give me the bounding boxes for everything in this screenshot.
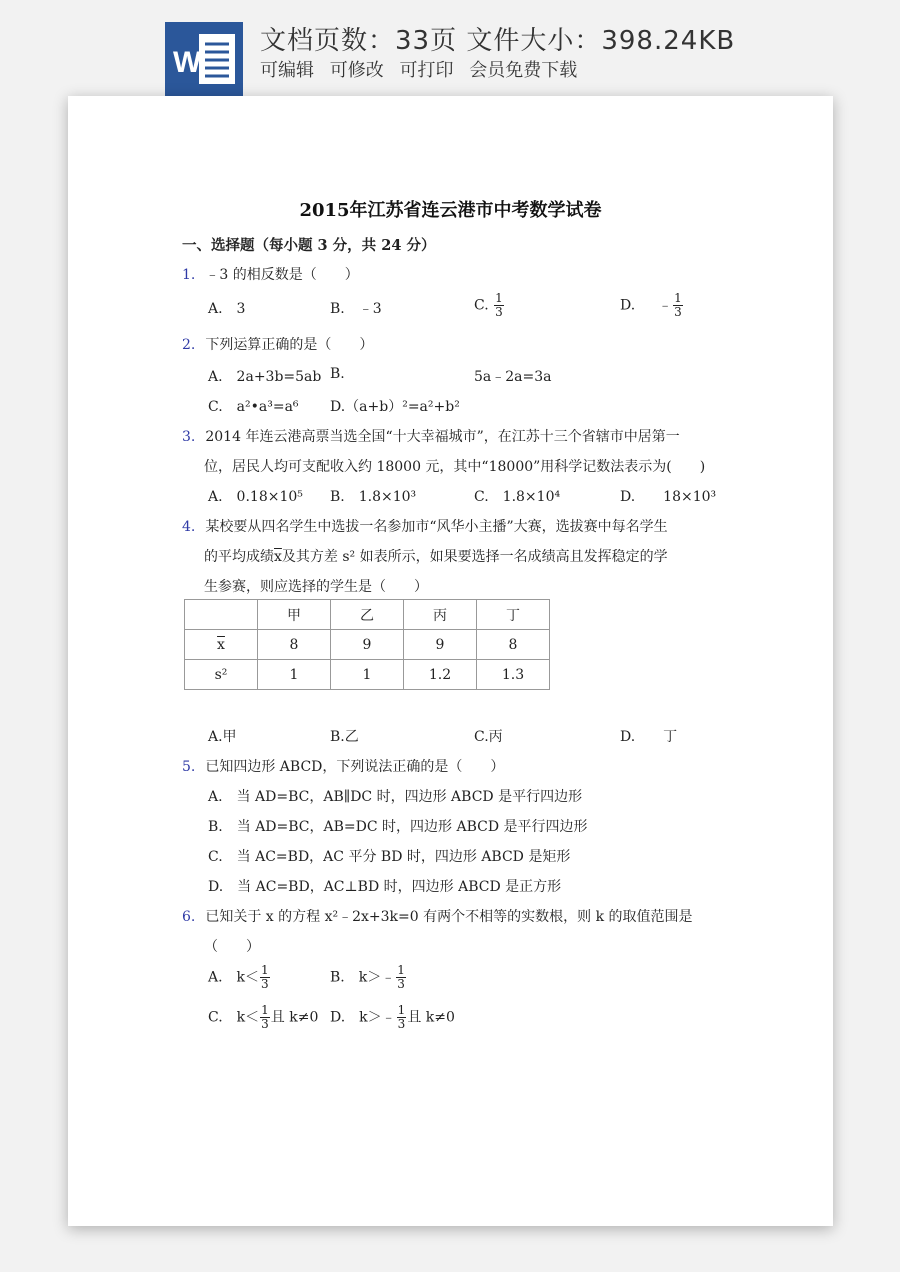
table-header-row: [185, 600, 550, 630]
fraction: $\frac{1}{3}$: [674, 291, 682, 319]
banner-features: [260, 56, 587, 82]
download-banner: [0, 0, 900, 100]
q3-option-a: A. 0.18×10⁵: [208, 489, 303, 505]
q3-option-c: C. 1.8×10⁴: [474, 489, 561, 505]
table-cell: 丙: [404, 600, 477, 630]
q5-option-c: C. 当 AC=BD，AC 平分 BD 时，四边形 ABCD 是矩形: [208, 849, 571, 865]
q4-option-d: D. 丁: [620, 729, 678, 745]
question-4: [182, 516, 668, 536]
question-number: 4.: [182, 519, 196, 535]
table-row: [185, 630, 550, 660]
question-number: 6.: [182, 909, 196, 925]
q6-option-a: A. k＜ $\frac{1}{3}$: [208, 963, 269, 991]
q6-option-c: C. k＜ $\frac{1}{3}$ 且 k≠0: [208, 1003, 319, 1031]
feature-member-download: 会员免费下载: [469, 60, 578, 81]
q2-option-b-value: 5a﹣2a=3a: [474, 369, 552, 385]
table-cell: 乙: [331, 600, 404, 630]
table-cell: 丁: [477, 600, 550, 630]
table-cell: 甲: [258, 600, 331, 630]
q4-option-c: C.丙: [474, 729, 503, 745]
question-4-line-3: 生参赛，则应选择的学生是（ ）: [204, 579, 428, 595]
table-row: [185, 660, 550, 690]
question-6-line-2: （ ）: [204, 939, 260, 955]
q2-option-b: B.: [330, 366, 345, 382]
question-number: 1.: [182, 267, 196, 283]
q1-option-a: A. 3: [208, 301, 246, 317]
question-stem: 2014 年连云港高票当选全国“十大幸福城市”，在江苏十三个省辖市中居第一: [205, 429, 680, 445]
q2-option-d: D.（a+b）²=a²+b²: [330, 399, 460, 415]
table-cell: s²: [185, 660, 258, 690]
question-1: [182, 264, 359, 284]
question-3-line-2: 位，居民人均可支配收入约 18000 元，其中“18000”用科学记数法表示为( ): [204, 459, 706, 475]
fraction: $\frac{1}{3}$: [495, 291, 503, 319]
q5-option-b: B. 当 AD=BC，AB=DC 时，四边形 ABCD 是平行四边形: [208, 819, 588, 835]
document-title: 2015年江苏省连云港市中考数学试卷: [299, 200, 602, 221]
section-heading: 一、选择题（每小题 3 分，共 24 分）: [182, 237, 436, 254]
fraction: $\frac{1}{3}$: [397, 1003, 406, 1031]
table-cell: 9: [404, 630, 477, 660]
table-cell: 1: [331, 660, 404, 690]
table-cell: 1: [258, 660, 331, 690]
question-2: [182, 334, 373, 354]
question-stem: 已知关于 x 的方程 x²﹣2x+3k=0 有两个不相等的实数根，则 k 的取值范围是: [205, 909, 693, 925]
question-number: 5.: [182, 759, 196, 775]
table-cell: 1.3: [477, 660, 550, 690]
q1-option-b: B. ﹣3: [330, 301, 382, 317]
svg-text:W: W: [173, 46, 202, 79]
q4-option-a: A.甲: [208, 729, 237, 745]
question-number: 2.: [182, 337, 196, 353]
q6-option-b: B. k＞﹣ $\frac{1}{3}$: [330, 963, 405, 991]
feature-editable: 可编辑: [260, 60, 314, 81]
question-6: [182, 906, 693, 926]
q2-option-a: A. 2a+3b=5ab: [208, 369, 322, 385]
question-number: 3.: [182, 429, 196, 445]
score-table: [184, 599, 550, 690]
fraction: $\frac{1}{3}$: [261, 963, 269, 991]
feature-modifiable: 可修改: [329, 60, 384, 81]
mean-symbol: $\overline{x}$: [217, 636, 225, 653]
fraction: $\frac{1}{3}$: [397, 963, 405, 991]
question-3: [182, 426, 680, 446]
question-stem: 已知四边形 ABCD，下列说法正确的是（ ）: [205, 759, 505, 775]
table-cell: 8: [477, 630, 550, 660]
q6-option-d: D. k＞﹣ $\frac{1}{3}$ 且 k≠0: [330, 1003, 455, 1031]
table-cell: [185, 630, 258, 660]
question-4-line-2: 的平均成绩$\overline{x}$及其方差 s² 如表所示，如果要选择一名成绩高且发挥稳定的学: [204, 549, 668, 565]
document-page: [68, 96, 833, 1226]
mean-symbol: $\overline{x}$: [274, 549, 282, 565]
q1-option-c: C. $\frac{1}{3}$: [474, 291, 503, 319]
banner-title: 文档页数：33页 文件大小：398.24KB: [260, 26, 736, 56]
table-cell: 8: [258, 630, 331, 660]
question-stem: ﹣3 的相反数是（ ）: [205, 267, 359, 283]
question-stem: 某校要从四名学生中选拔一名参加市“风华小主播”大赛，选拔赛中每名学生: [205, 519, 668, 535]
q3-option-d: D. 18×10³: [620, 489, 717, 505]
q4-option-b: B.乙: [330, 729, 359, 745]
question-5: [182, 756, 504, 776]
feature-printable: 可打印: [399, 60, 454, 81]
q3-option-b: B. 1.8×10³: [330, 489, 417, 505]
q1-option-d: D. ﹣ $\frac{1}{3}$: [620, 291, 682, 319]
table-cell: 9: [331, 630, 404, 660]
fraction: $\frac{1}{3}$: [261, 1003, 269, 1031]
q5-option-d: D. 当 AC=BD，AC⊥BD 时，四边形 ABCD 是正方形: [208, 879, 562, 895]
question-stem: 下列运算正确的是（ ）: [205, 337, 374, 353]
q5-option-a: A. 当 AD=BC，AB∥DC 时，四边形 ABCD 是平行四边形: [208, 789, 583, 805]
table-cell: [185, 600, 258, 630]
q2-option-c: C. a²•a³=a⁶: [208, 399, 299, 415]
word-document-icon: [165, 22, 243, 96]
table-cell: 1.2: [404, 660, 477, 690]
